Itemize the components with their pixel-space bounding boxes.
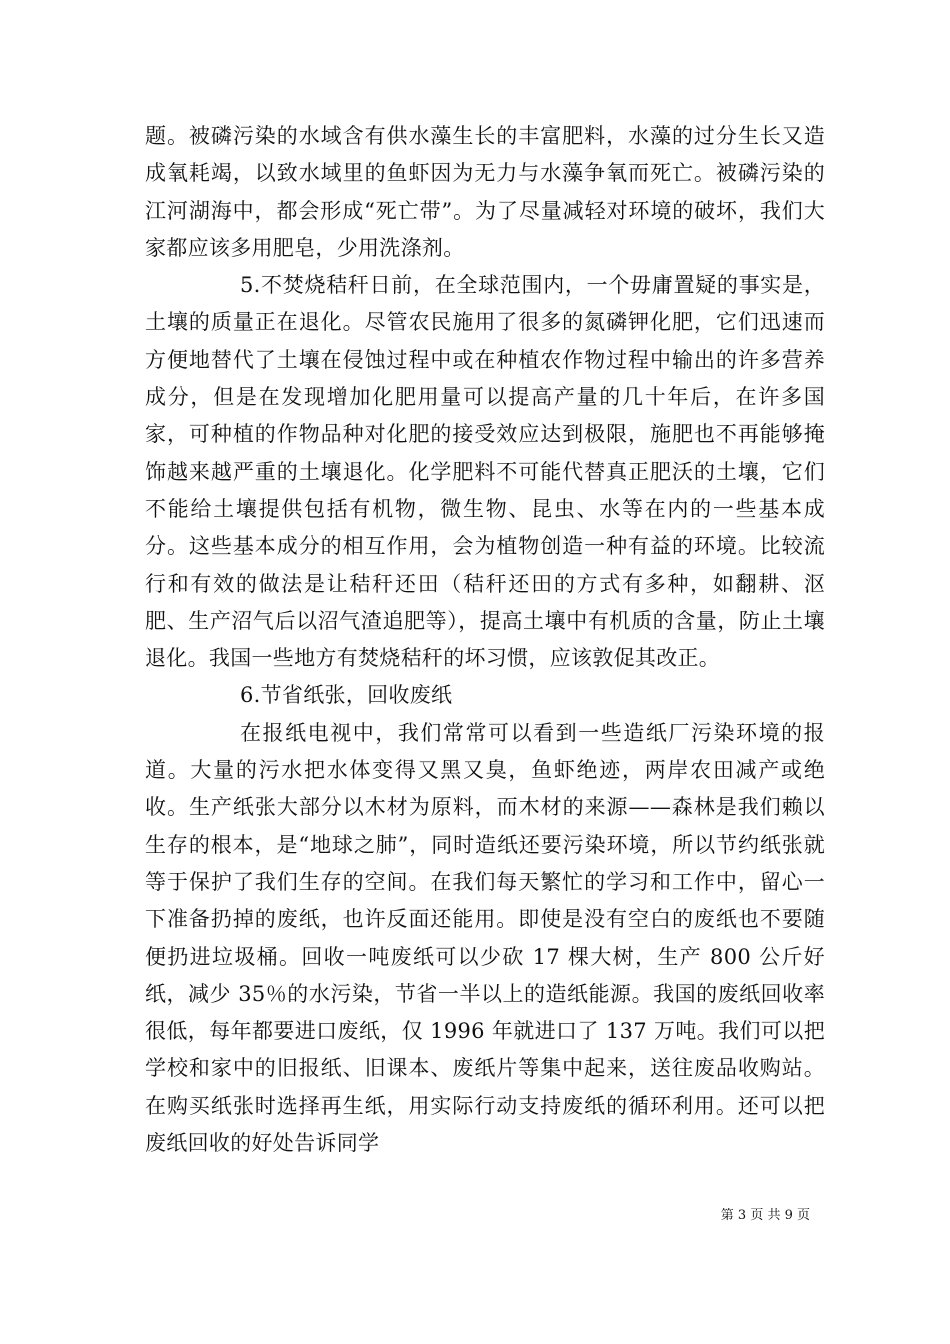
paragraph-phosphorus-continued: 题。被磷污染的水域含有供水藻生长的丰富肥料，水藻的过分生长又造成氧耗竭，以致水域里的鱼虾因为无力与水藻争氧而死亡。被磷污染的江河湖海中，都会形成“死亡带”。为了尽量减轻对环境的破坏，我们大家都应该多用肥皂，少用洗涤剂。 <box>145 124 825 260</box>
page-number-footer: 第 3 页 共 9 页 <box>720 1208 810 1223</box>
paragraph-straw-burning: 5.不焚烧秸秆日前，在全球范围内，一个毋庸置疑的事实是，土壤的质量正在退化。尽管农民施用了很多的氮磷钾化肥，它们迅速而方便地替代了土壤在侵蚀过程中或在种植农作物过程中输出的许多营养成分，但是在发现增加化肥用量可以提高产量的几十年后，在许多国家，可种植的作物品种对化肥的接受效应达到极限，施肥也不再能够掩饰越来越严重的土壤退化。化学肥料不可能代替真正肥沃的土壤，它们不能给土壤提供包括有机物，微生物、昆虫、水等在内的一些基本成分。这些基本成分的相互作用，会为植物创造一种有益的环境。比较流行和有效的做法是让秸秆还田（秸秆还田的方式有多种，如翻耕、沤肥、生产沼气后以沼气渣追肥等），提高土壤中有机质的含量，防止土壤退化。我国一些地方有焚烧秸秆的坏习惯，应该敦促其改正。 <box>145 273 825 671</box>
section-heading-paper: 6.节省纸张，回收废纸 <box>240 683 453 708</box>
document-body <box>145 118 825 1162</box>
paragraph-paper-recycling: 在报纸电视中，我们常常可以看到一些造纸厂污染环境的报道。大量的污水把水体变得又黑又臭，鱼虾绝迹，两岸农田减产或绝收。生产纸张大部分以木材为原料，而木材的来源——森林是我们赖以生存的根本，是“地球之肺”，同时造纸还要污染环境，所以节约纸张就等于保护了我们生存的空间。在我们每天繁忙的学习和工作中，留心一下准备扔掉的废纸，也许反面还能用。即使是没有空白的废纸也不要随便扔进垃圾桶。回收一吨废纸可以少砍 17 棵大树，生产 800 公斤好纸，减少 35％的水污染，节省一半以上的造纸能源。我国的废纸回收率很低，每年都要进口废纸，仅 1996 年就进口了 137 万吨。我们可以把学校和家中的旧报纸、旧课本、废纸片等集中起来，送往废品收购站。在购买纸张时选择再生纸，用实际行动支持废纸的循环利用。还可以把废纸回收的好处告诉同学 <box>145 720 825 1156</box>
